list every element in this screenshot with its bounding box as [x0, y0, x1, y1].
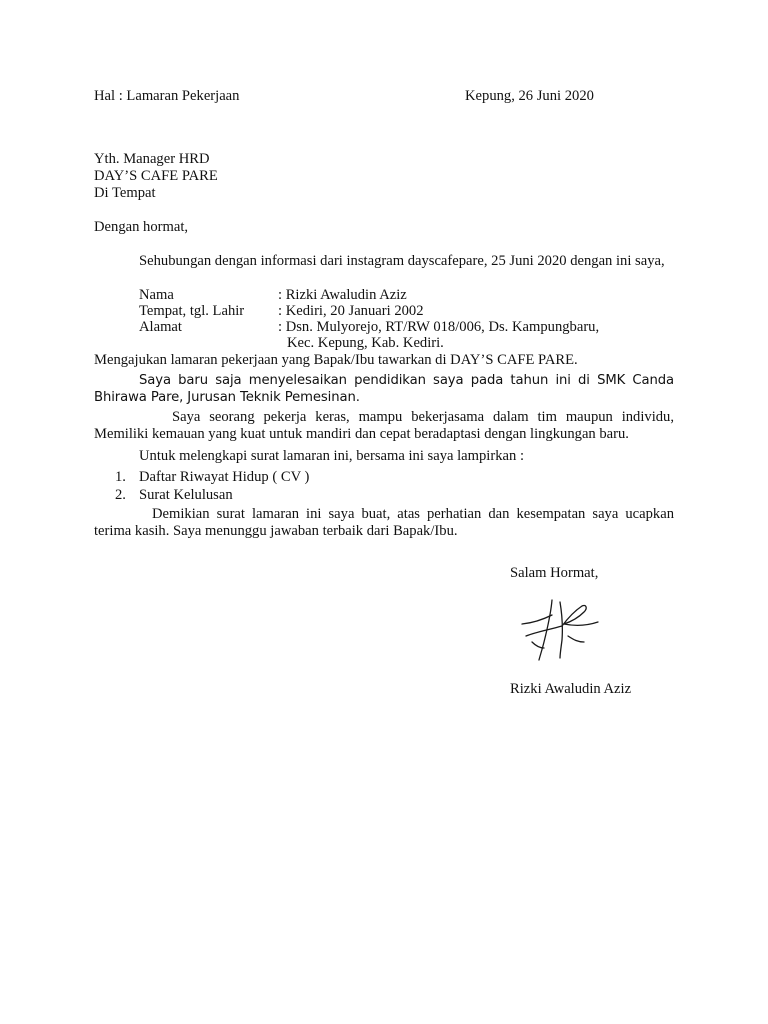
attachment-1-number: 1. — [115, 469, 126, 485]
attachment-2-number: 2. — [115, 487, 126, 503]
signer-name: Rizki Awaludin Aziz — [510, 681, 632, 697]
closing-paragraph: Demikian surat lamaran ini saya buat, atas perhatian dan kesempatan saya ucapkan terima kasih. Saya menunggu jawaban terbaik dari Bapak/Ibu. — [94, 506, 674, 540]
recipient-title: Yth. Manager HRD — [94, 151, 210, 167]
address-label: Alamat — [139, 319, 182, 335]
attachments-intro: Untuk melengkapi surat lamaran ini, bersama ini saya lampirkan : — [139, 448, 524, 464]
recipient-location: Di Tempat — [94, 185, 156, 201]
intro-paragraph: Sehubungan dengan informasi dari instagram dayscafepare, 25 Juni 2020 dengan ini saya, — [139, 253, 665, 269]
greeting: Dengan hormat, — [94, 219, 189, 235]
traits-paragraph: Saya seorang pekerja keras, mampu bekerjasama dalam tim maupun individu, Memiliki kemauan yang kuat untuk mandiri dan cepat beradaptasi dengan lingkungan baru. — [94, 409, 674, 443]
birth-value: : Kediri, 20 Januari 2002 — [278, 303, 424, 319]
attachment-1-label: Daftar Riwayat Hidup ( CV ) — [139, 469, 310, 485]
name-label: Nama — [139, 287, 174, 303]
recipient-company: DAY’S CAFE PARE — [94, 168, 218, 184]
salutation: Salam Hormat, — [510, 565, 599, 581]
address-value-line2: Kec. Kepung, Kab. Kediri. — [287, 335, 444, 351]
subject-line: Hal : Lamaran Pekerjaan — [94, 88, 240, 104]
place-date: Kepung, 26 Juni 2020 — [465, 88, 594, 104]
birth-label: Tempat, tgl. Lahir — [139, 303, 245, 319]
handwritten-signature — [518, 596, 600, 664]
address-value-line1: : Dsn. Mulyorejo, RT/RW 018/006, Ds. Kampungbaru, — [278, 319, 600, 335]
education-paragraph: Saya baru saja menyelesaikan pendidikan saya pada tahun ini di SMK Canda Bhirawa Pare, Jurusan Teknik Pemesinan. — [94, 373, 674, 406]
attachment-2-label: Surat Kelulusan — [139, 487, 233, 503]
name-value: : Rizki Awaludin Aziz — [278, 287, 407, 303]
apply-statement: Mengajukan lamaran pekerjaan yang Bapak/Ibu tawarkan di DAY’S CAFE PARE. — [94, 352, 578, 368]
